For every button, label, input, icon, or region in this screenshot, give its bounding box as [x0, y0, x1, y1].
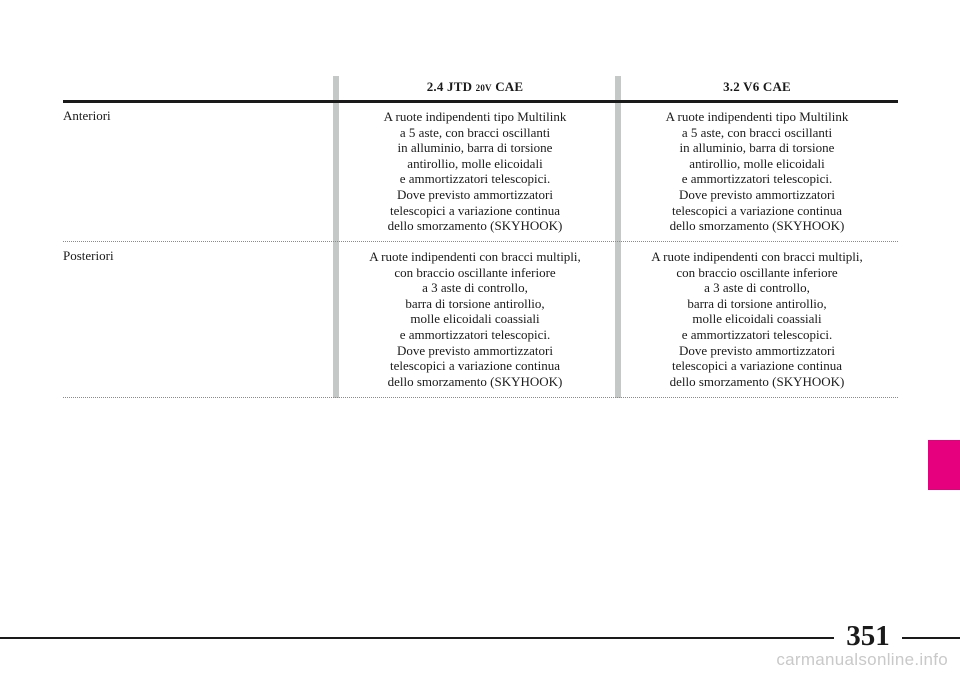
text-line: dello smorzamento (SKYHOOK) [669, 218, 845, 234]
text-line: A ruote indipendenti tipo Multilink [383, 109, 567, 124]
text-line: dello smorzamento (SKYHOOK) [669, 373, 845, 389]
watermark-text: carmanualsonline.info [776, 650, 948, 669]
cell-posteriori-3-2-v6 [622, 249, 892, 389]
text-line: antirollio, molle elicoidali [407, 155, 543, 171]
cell-anteriori-2-4-jtd [340, 109, 610, 234]
column-divider-right [615, 76, 621, 398]
text-line: A ruote indipendenti tipo Multilink [665, 109, 849, 124]
text-line: Dove previsto ammortizzatori [679, 186, 835, 202]
row-separator [63, 241, 898, 242]
text-line: A ruote indipendenti con bracci multipli, [369, 249, 581, 264]
text-line: dello smorzamento (SKYHOOK) [387, 373, 563, 389]
text-line: a 5 aste, con bracci oscillanti [399, 124, 551, 140]
footer-rule [0, 637, 960, 639]
text-line: Dove previsto ammortizzatori [679, 342, 835, 358]
row-label-anteriori: Anteriori [63, 108, 111, 123]
header-rule [63, 100, 898, 103]
text-line: e ammortizzatori telescopici. [681, 326, 833, 342]
text-line: telescopici a variazione continua [671, 358, 842, 374]
column-header-2-4-jtd: 2.4 JTD 20V CAE [426, 79, 524, 94]
column-divider-left [333, 76, 339, 398]
text-line: telescopici a variazione continua [389, 358, 560, 374]
text-line: e ammortizzatori telescopici. [681, 171, 833, 187]
text-line: a 3 aste di controllo, [704, 280, 810, 296]
text-line: con braccio oscillante inferiore [394, 264, 556, 280]
text-line: con braccio oscillante inferiore [676, 264, 838, 280]
text-line: telescopici a variazione continua [389, 202, 560, 218]
text-line: molle elicoidali coassiali [692, 311, 822, 327]
text-line: in alluminio, barra di torsione [679, 140, 835, 156]
row-label-posteriori: Posteriori [63, 248, 114, 263]
text-line: molle elicoidali coassiali [410, 311, 540, 327]
text-line: a 3 aste di controllo, [422, 280, 528, 296]
page-number: 351 [846, 620, 890, 652]
text-line: a 5 aste, con bracci oscillanti [681, 124, 833, 140]
text-line: in alluminio, barra di torsione [397, 140, 553, 156]
text-line: Dove previsto ammortizzatori [397, 186, 553, 202]
cell-anteriori-3-2-v6 [622, 109, 892, 234]
section-tab-marker [928, 440, 960, 490]
cell-posteriori-2-4-jtd [340, 249, 610, 389]
text-line: A ruote indipendenti con bracci multipli, [651, 249, 863, 264]
text-line: antirollio, molle elicoidali [689, 155, 825, 171]
column-header-3-2-v6: 3.2 V6 CAE [723, 79, 791, 94]
text-line: dello smorzamento (SKYHOOK) [387, 218, 563, 234]
text-line: barra di torsione antirollio, [687, 295, 827, 311]
table-bottom-rule [63, 397, 898, 398]
text-line: Dove previsto ammortizzatori [397, 342, 553, 358]
text-line: e ammortizzatori telescopici. [399, 326, 551, 342]
text-line: e ammortizzatori telescopici. [399, 171, 551, 187]
text-line: telescopici a variazione continua [671, 202, 842, 218]
text-line: barra di torsione antirollio, [405, 295, 545, 311]
